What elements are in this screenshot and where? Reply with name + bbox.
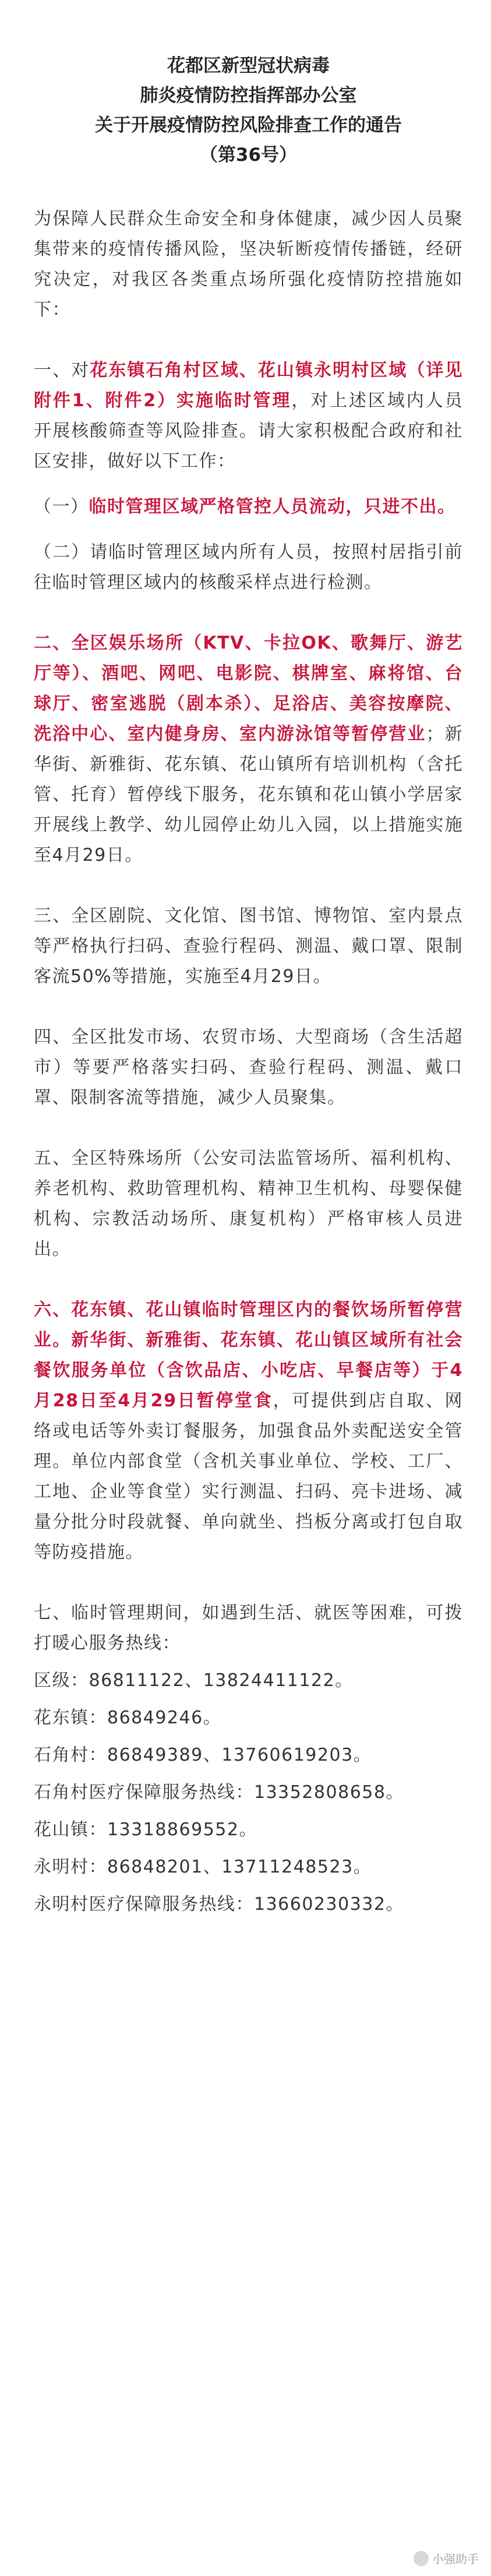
hotline-yongming-village: 永明村：86848201、13711248523。 — [34, 1857, 372, 1877]
hotline-yongming-medical: 永明村医疗保障服务热线：13660230332。 — [34, 1894, 404, 1915]
item-6-highlight: 六、花东镇、花山镇临时管理区内的餐饮场所暂停营业。新华街、新雅街、花东镇、花山镇区域所有社会餐饮服务单位（含饮品店、小吃店、早餐店等）于4月28日至4月29日暂停堂食 — [34, 1300, 463, 1411]
item-2-suffix: ；新华街、新雅街、花东镇、花山镇所有培训机构（含托管、托育）暂停线下服务，花东镇和花山镇小学居家开展线上教学、幼儿园停止幼儿入园，以上措施实施至4月29日。 — [34, 724, 464, 865]
watermark-logo-icon — [414, 2551, 429, 2566]
item-1-prefix: 一、对 — [34, 360, 90, 381]
item-5-paragraph: 五、全区特殊场所（公安司法监管场所、福利机构、养老机构、救助管理机构、精神卫生机构、母婴保健机构、宗教活动场所、康复机构）严格审核人员进出。 — [34, 1148, 463, 1259]
watermark — [414, 2550, 479, 2567]
item-3-paragraph: 三、全区剧院、文化馆、图书馆、博物馆、室内景点等严格执行扫码、查验行程码、测温、戴口罩、限制客流50%等措施，实施至4月29日。 — [34, 906, 463, 987]
hotline-district: 区级：86811122、13824411122。 — [34, 1670, 354, 1691]
hotline-huadong-town: 花东镇：86849246。 — [34, 1708, 222, 1728]
item-1-sub-1-highlight: 临时管理区域严格管控人员流动，只进不出。 — [89, 497, 456, 517]
item-6-paragraph — [34, 1295, 463, 1568]
title-line-2: 肺炎疫情防控指挥部办公室 — [140, 85, 357, 106]
notice-title — [34, 0, 463, 170]
hotline-huashan-town: 花山镇：13318869552。 — [34, 1820, 257, 1840]
item-2-paragraph — [34, 628, 463, 871]
title-line-4: （第36号） — [199, 145, 298, 166]
hotline-intro: 七、临时管理期间，如遇到生活、就医等困难，可拨打暖心服务热线： — [34, 1603, 463, 1653]
item-4-paragraph: 四、全区批发市场、农贸市场、大型商场（含生活超市）等要严格落实扫码、查验行程码、测温、戴口罩、限制客流等措施，减少人员聚集。 — [34, 1027, 463, 1108]
hotline-shijiao-village: 石角村：86849389、13760619203。 — [34, 1745, 372, 1765]
item-1-sub-1-prefix: （一） — [34, 497, 89, 517]
title-line-1: 花都区新型冠状病毒 — [167, 55, 330, 76]
item-2-highlight: 二、全区娱乐场所（KTV、卡拉OK、歌舞厅、游艺厅等）、酒吧、网吧、电影院、棋牌室、麻将馆、台球厅、密室逃脱（剧本杀）、足浴店、美容按摩院、洗浴中心、室内健身房、室内游泳馆等暂停营业 — [34, 633, 463, 744]
item-6-suffix: ，可提供到店自取、网络或电话等外卖订餐服务，加强食品外卖配送安全管理。单位内部食堂（含机关事业单位、学校、工厂、工地、企业等食堂）实行测温、扫码、亮卡进场、减量分批分时段就餐、单向就坐、挡板分离或打包自取等防疫措施。 — [34, 1391, 464, 1563]
item-1-suffix: ，对上述区域内人员开展核酸筛查等风险排查。请大家积极配合政府和社区安排，做好以下工作： — [34, 390, 464, 471]
hotline-shijiao-medical: 石角村医疗保障服务热线：13352808658。 — [34, 1782, 404, 1803]
item-1-highlight: 花东镇石角村区域、花山镇永明村区域（详见附件1、附件2）实施临时管理 — [34, 360, 464, 411]
item-1-paragraph — [34, 356, 463, 477]
watermark-text: 小强助手 — [432, 2552, 479, 2566]
title-line-3: 关于开展疫情防控风险排查工作的通告 — [95, 115, 402, 136]
item-1-sub-2: （二）请临时管理区域内所有人员，按照村居指引前往临时管理区域内的核酸采样点进行检测。 — [34, 542, 463, 593]
intro-paragraph: 为保障人民群众生命安全和身体健康，减少因人员聚集带来的疫情传播风险，坚决斩断疫情传播链，经研究决定，对我区各类重点场所强化疫情防控措施如下： — [34, 209, 463, 320]
hotline-section — [34, 1598, 463, 1920]
item-1-sub-1 — [34, 492, 463, 522]
